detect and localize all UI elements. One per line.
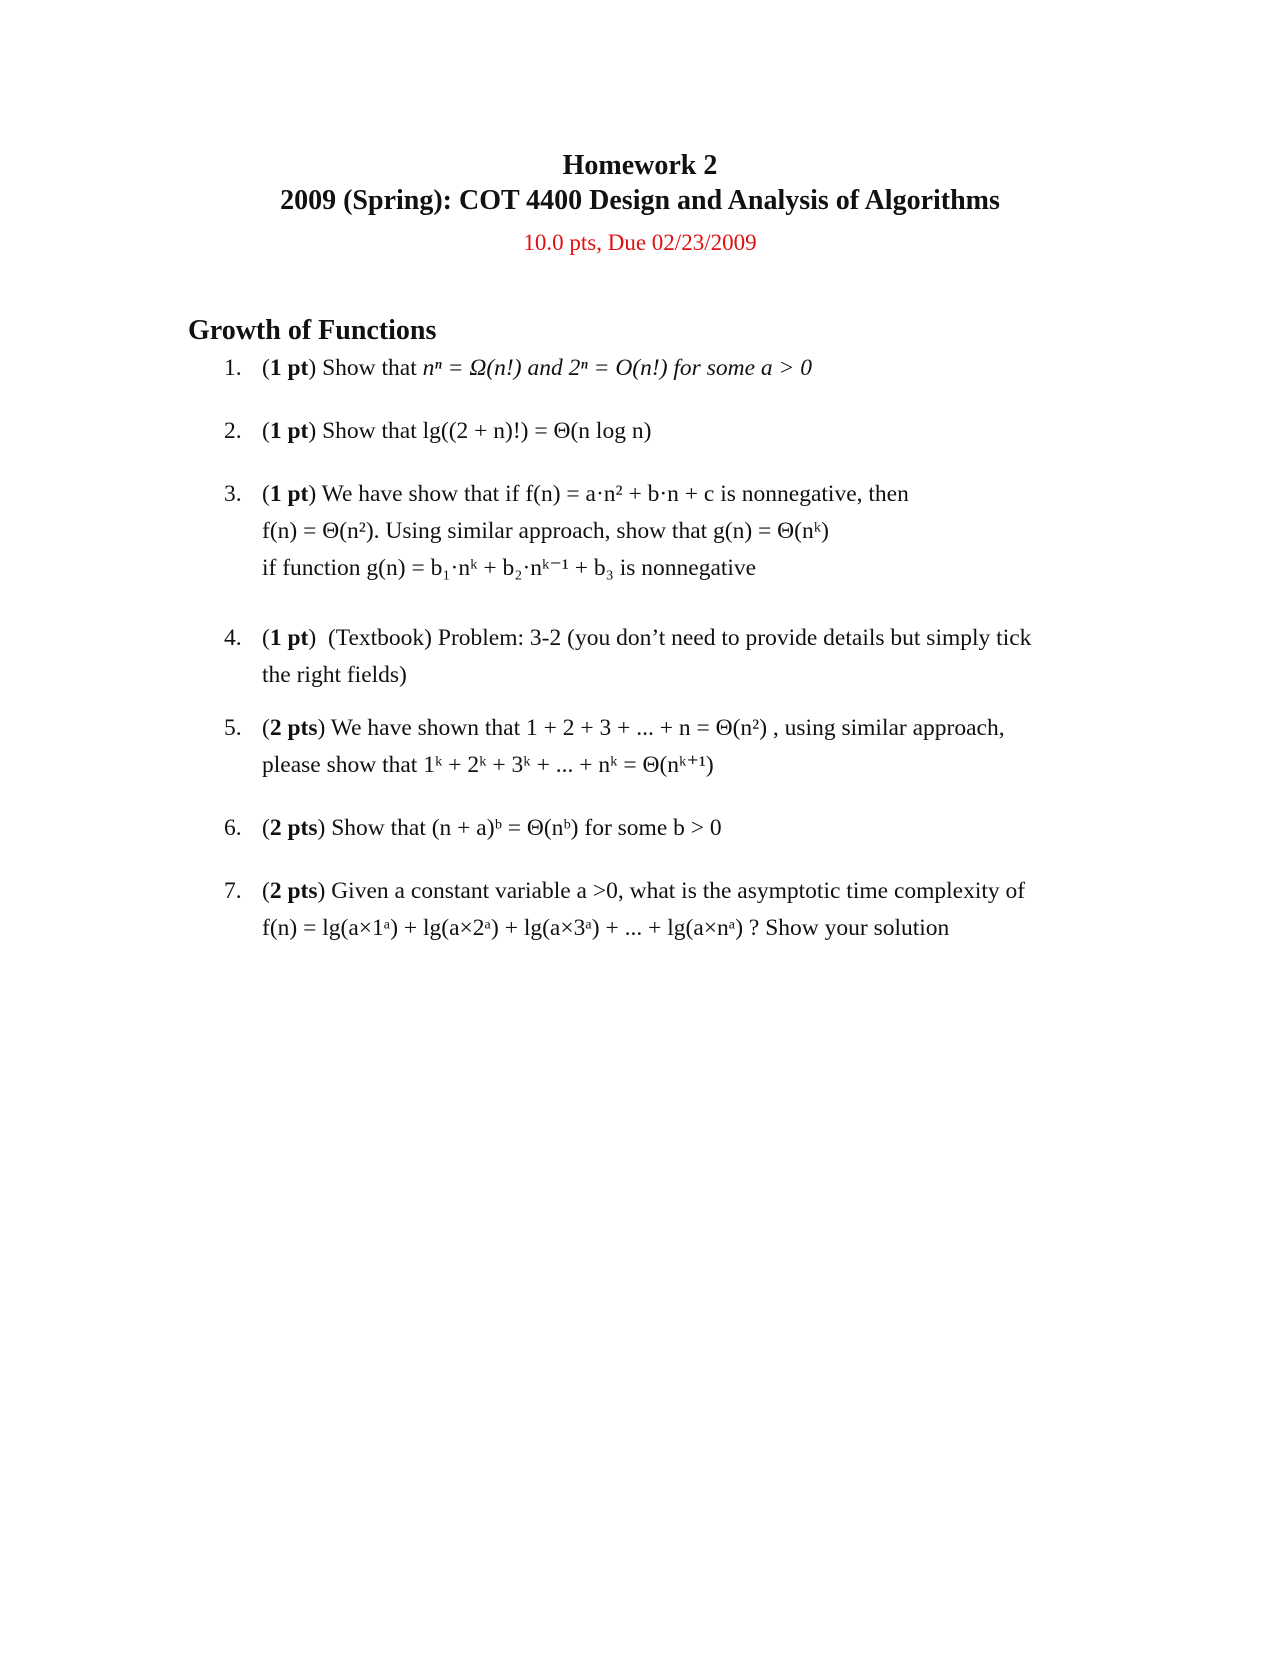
problem-text: Given a constant variable a >0, what is the asymptotic time complexity of <box>331 878 1026 904</box>
problem-points: 1 pt <box>269 481 309 507</box>
problem-text: Show that <box>322 355 423 381</box>
course-title: 2009 (Spring): COT 4400 Design and Analysis of Algorithms <box>280 185 1000 216</box>
problem-math: nⁿ = Ω(n!) and 2ⁿ = O(n!) for some a > 0 <box>422 355 812 381</box>
document-page: Homework 2 2009 (Spring): COT 4400 Design and Analysis of Algorithms 10.0 pts, Due 02/23/2009 Growth of Functions 1. (1 pt) Show that nⁿ = Ω(n!) and 2ⁿ = O(n!) for some a > 0 2. (1 pt) Show that lg((2 + n)!) = Θ(n log n) 3. (1 pt) We have show that if f(n) = a·n² + b·n + c is nonnegative, then f(n) = Θ(n²). Using similar approach, show that g(n) = Θ(nᵏ) if function g(n) = b₁·nᵏ + b₂·nᵏ⁻¹ + b₃ is nonnegative 4. (1 pt) (Textbook) Problem: 3-2 (you don’t need to provide details but simply tick the right fields) 5. (2 pts) We have shown that 1 + 2 + 3 + ... + n = Θ(n²) , using similar approach, please show that 1ᵏ + 2ᵏ + 3ᵏ + ... + nᵏ = Θ(nᵏ⁺¹) 6. (2 pts) Show that (n + a)ᵇ = Θ(nᵇ) for some b > 0 7. (2 pts) Given a constant variable a >0, what is the asymptotic time complexity of f(n) = lg(a×1ᵃ) + lg(a×2ᵃ) + lg(a×3ᵃ) + ... + lg(a×nᵃ) ? Show your solution <box>0 0 1280 1656</box>
problem-text: Show that (n + a)ᵇ = Θ(nᵇ) for some b > 0 <box>331 815 722 841</box>
problem-number: 7. <box>224 878 242 904</box>
problem-points: 2 pts <box>269 878 318 904</box>
problem-text: f(n) = Θ(n²). Using similar approach, show that g(n) = Θ(nᵏ) <box>262 518 829 544</box>
section-title: Growth of Functions <box>188 315 437 346</box>
problem-points: 1 pt <box>269 418 309 444</box>
problem-number: 1. <box>224 355 242 381</box>
problem-text: We have shown that 1 + 2 + 3 + ... + n = Θ(n²) , using similar approach, <box>330 715 1005 741</box>
problem-number: 6. <box>224 815 242 841</box>
problem-number: 2. <box>224 418 242 444</box>
problem-text: (Textbook) Problem: 3-2 (you don’t need to provide details but simply tick <box>327 625 1032 651</box>
problem-number: 3. <box>224 481 242 507</box>
problem-points: 1 pt <box>269 355 309 381</box>
problem-points: 1 pt <box>269 625 309 651</box>
homework-title: Homework 2 <box>562 150 718 181</box>
problem-text: if function g(n) = b₁·nᵏ + b₂·nᵏ⁻¹ + b₃ is nonnegative <box>262 555 757 581</box>
problem-number: 5. <box>224 715 242 741</box>
problem-text: Show that <box>322 418 423 444</box>
problem-text: the right fields) <box>262 662 407 688</box>
problem-points: 2 pts <box>269 815 318 841</box>
problem-text: please show that 1ᵏ + 2ᵏ + 3ᵏ + ... + nᵏ = Θ(nᵏ⁺¹) <box>262 752 714 778</box>
problem-points: 2 pts <box>269 715 318 741</box>
problem-math: lg((2 + n)!) = Θ(n log n) <box>422 418 652 444</box>
problem-text: We have show that if f(n) = a·n² + b·n + c is nonnegative, then <box>321 481 909 507</box>
problem-text: f(n) = lg(a×1ᵃ) + lg(a×2ᵃ) + lg(a×3ᵃ) + ... + lg(a×nᵃ) ? Show your solution <box>262 915 950 941</box>
due-line: 10.0 pts, Due 02/23/2009 <box>523 230 757 255</box>
problem-number: 4. <box>224 625 242 651</box>
